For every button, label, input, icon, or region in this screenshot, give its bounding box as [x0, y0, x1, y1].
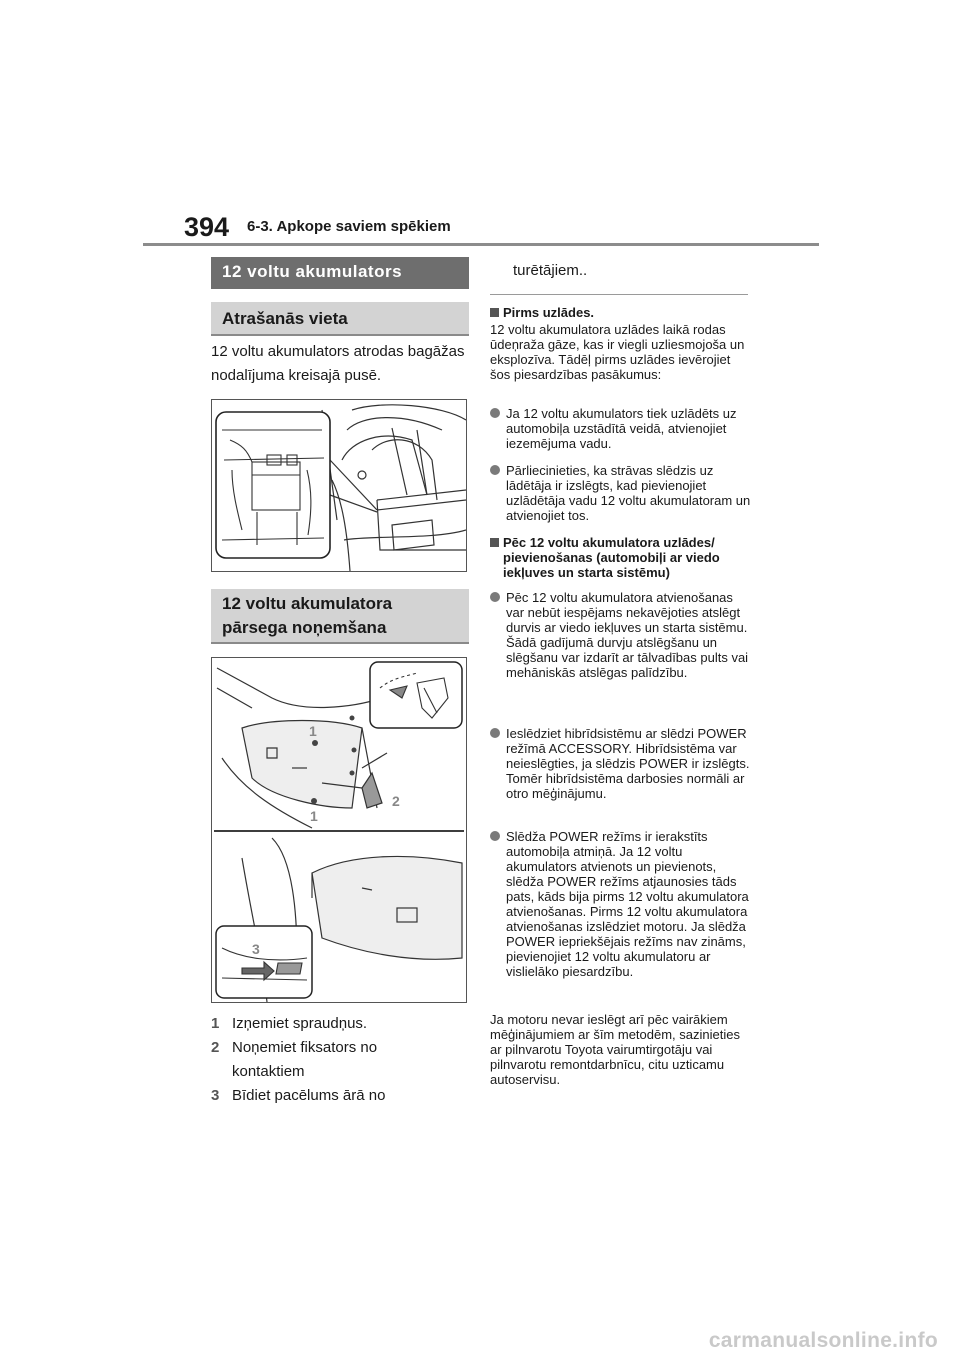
- bullet-item: [490, 726, 752, 821]
- step-number: 1: [211, 1015, 220, 1032]
- bullet-item: [490, 406, 752, 454]
- location-heading-band: [211, 302, 469, 336]
- step-1: [211, 1012, 473, 1036]
- right-column-rule: [490, 294, 748, 295]
- step-2: [211, 1036, 473, 1084]
- closing-text: Ja motoru nevar ieslēgt arī pēc vairākiem mēģinājumiem ar šīm metodēm, sazinieties ar pilnvarotu Toyota vairumtirgotāju vai pilnvarotu remontdarbnīcu, citu uzticamu autoservisu.: [490, 1012, 740, 1087]
- cover-removal-illustration: [212, 658, 466, 1002]
- figure-label-1b: 1: [310, 808, 318, 824]
- round-bullet-icon: [490, 408, 500, 418]
- bullet-text: Ja 12 voltu akumulators tiek uzlādēts uz automobiļa uzstādītā veidā, atvienojiet iezemējuma vadu.: [506, 406, 737, 451]
- battery-location-illustration: [212, 400, 466, 571]
- round-bullet-icon: [490, 465, 500, 475]
- bullet-text: Ieslēdziet hibrīdsistēmu ar slēdzi POWER režīmā ACCESSORY. Hibrīdsistēma var neieslēgties, ja slēdzis POWER ir izslēgts. Tomēr hibrīdsistēma darbosies normāli ar otro mēģinājumu.: [506, 726, 750, 801]
- location-text: 12 voltu akumulators atrodas bagāžas nodalījuma kreisajā pusē.: [211, 343, 465, 384]
- bullet-item: [490, 829, 752, 1009]
- bullet-text: Pēc 12 voltu akumulatora atvienošanas var nebūt iespējams nekavējoties atslēgt durvis ar viedo iekļuves un starta sistēmu. Šādā gadījumā durvju atslēgšanu un slēgšanu var izdarīt ar tālvadības pults vai mehāniskās atslēgas palīdzību.: [506, 590, 749, 680]
- watermark-text: carmanualsonline.info: [708, 1329, 938, 1352]
- figure-label-2: 2: [392, 793, 400, 809]
- figure-label-1a: 1: [309, 723, 317, 739]
- step-text: Bīdiet pacēlums ārā no: [232, 1087, 386, 1104]
- square-bullet-icon: [490, 308, 499, 317]
- header-rule: [143, 243, 819, 246]
- cover-heading-line2: pārsega noņemšana: [222, 618, 387, 637]
- step-text: Izņemiet spraudņus.: [232, 1015, 368, 1032]
- step-3: [211, 1084, 473, 1108]
- before-charging-text: 12 voltu akumulatora uzlādes laikā rodas ūdeņraža gāze, kas ir viegli uzliesmojoša un eksplozīva. Tādēļ pirms uzlādes ievērojiet šos piesardzības pasākumus:: [490, 322, 745, 382]
- step-text: Noņemiet fiksators no kontaktiem: [232, 1039, 378, 1080]
- main-heading: 12 voltu akumulators: [222, 262, 403, 281]
- main-heading-band: [211, 257, 469, 289]
- figure-label-3: 3: [252, 941, 260, 957]
- cover-removal-figure: [211, 657, 467, 1003]
- bullet-text: Slēdža POWER režīms ir ierakstīts automobiļa atmiņā. Ja 12 voltu akumulators atvienots un pievienots, slēdža POWER režīms atjaunosies tāds pats, kāds bija pirms 12 voltu akumulatora atvienošanas. Pirms 12 voltu akumulatora atvienošanas izslēdziet motoru. Ja slēdža POWER iepriekšējais režīms nav zināms, pievienojiet 12 voltu akumulatoru ar vislielāko piesardzību.: [506, 829, 749, 979]
- page-number: 394: [184, 212, 230, 242]
- square-bullet-icon: [490, 538, 499, 547]
- bullet-item: [490, 463, 752, 525]
- step-number: 3: [211, 1087, 220, 1104]
- battery-location-figure: [211, 399, 467, 572]
- round-bullet-icon: [490, 592, 500, 602]
- section-title: 6-3. Apkope saviem spēkiem: [247, 218, 451, 235]
- location-heading: Atrašanās vieta: [222, 309, 348, 328]
- before-charging-heading-text: Pirms uzlādes.: [503, 305, 595, 320]
- cover-heading-band: [211, 589, 469, 644]
- after-charging-heading-text: Pēc 12 voltu akumulatora uzlādes/ pievienošanas (automobiļi ar viedo iekļuves un starta sistēmu): [503, 535, 720, 580]
- cover-heading-line1: 12 voltu akumulatora: [222, 594, 393, 613]
- bullet-text: Pārliecinieties, ka strāvas slēdzis uz lādētāja ir izslēgts, kad pievienojiet uzlādētāja vadu 12 voltu akumulatoram un atvienojiet tos.: [506, 463, 751, 523]
- round-bullet-icon: [490, 728, 500, 738]
- round-bullet-icon: [490, 831, 500, 841]
- step-3-continuation: turētājiem..: [513, 262, 588, 279]
- bullet-item: [490, 590, 752, 720]
- step-number: 2: [211, 1039, 220, 1056]
